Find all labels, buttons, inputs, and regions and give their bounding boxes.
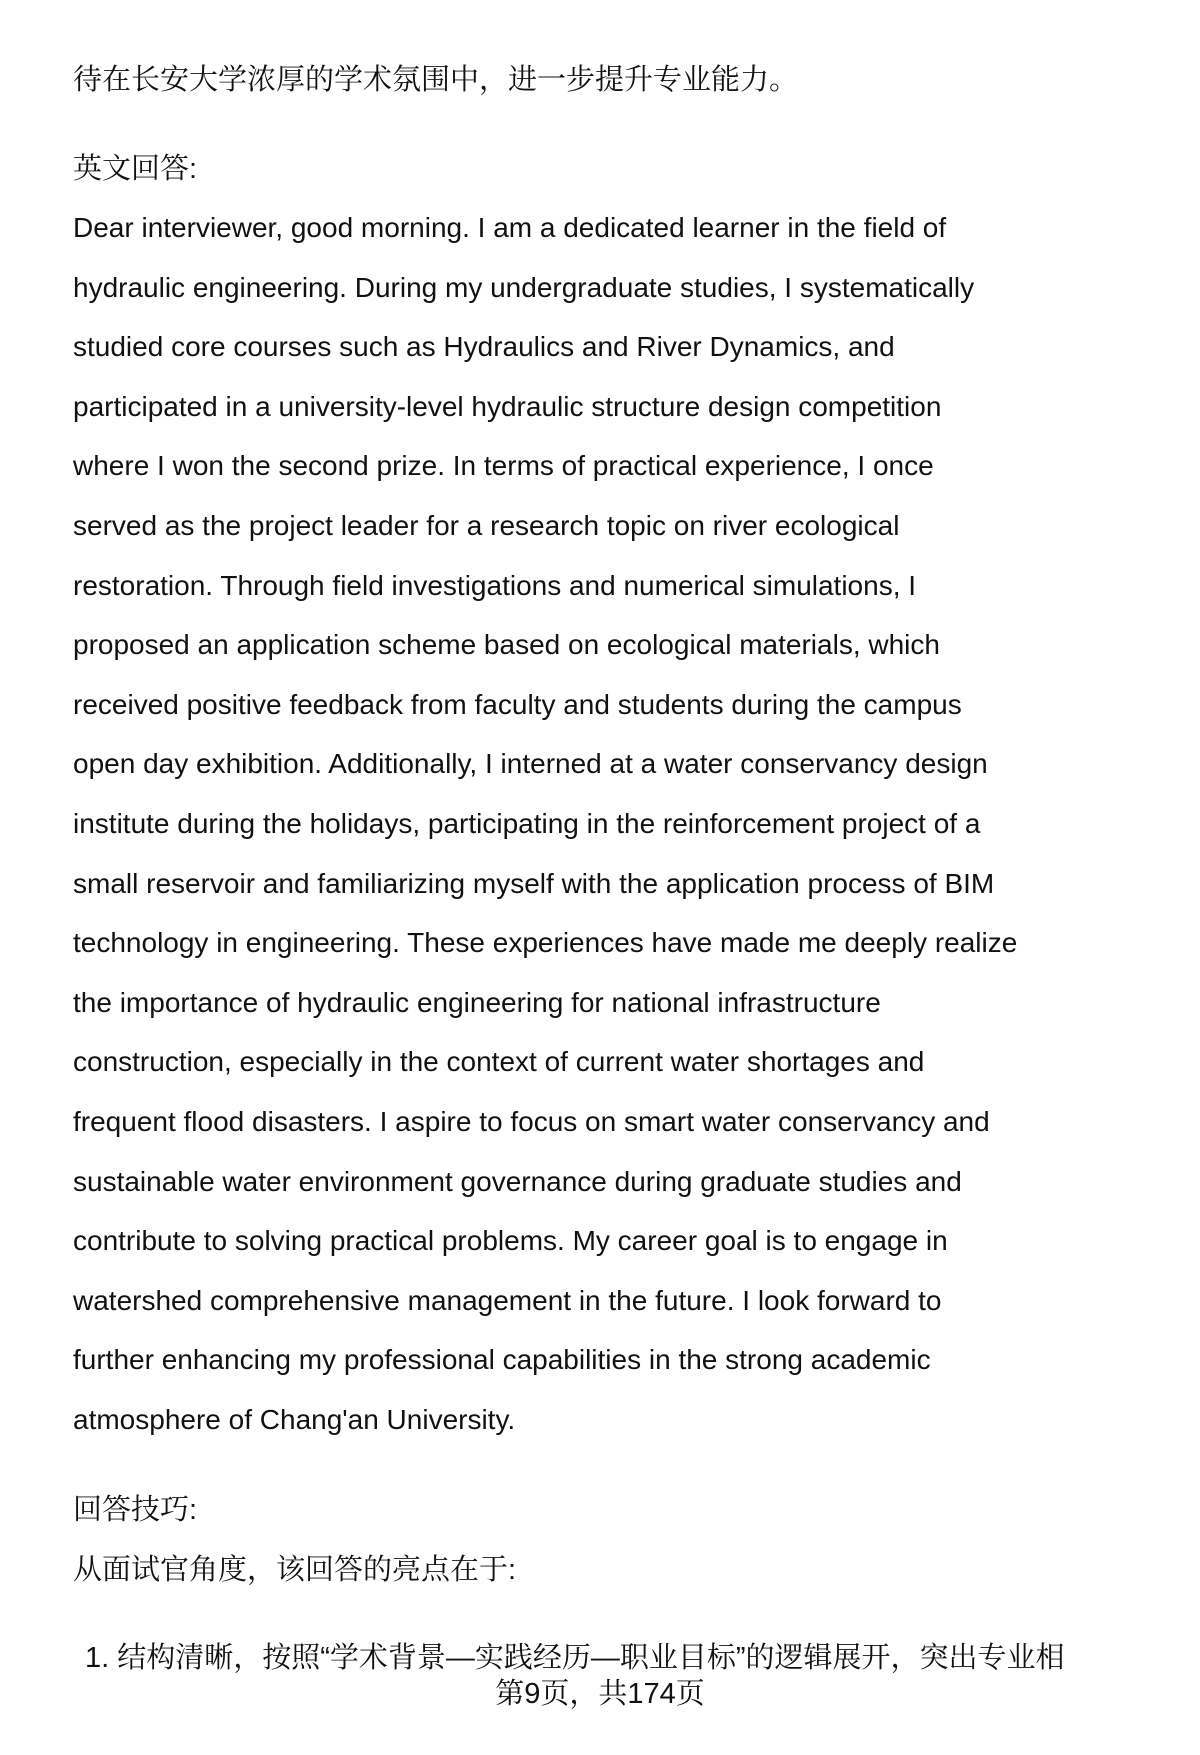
english-answer-line: atmosphere of Chang'an University.: [73, 1404, 516, 1435]
english-answer-line: the importance of hydraulic engineering for national infrastructure: [73, 986, 881, 1018]
english-answer-line: where I won the second prize. In terms of practical experience, I once: [73, 450, 934, 482]
english-answer-line: frequent flood disasters. I aspire to focus on smart water conservancy and: [73, 1106, 990, 1137]
english-answer-line: served as the project leader for a research topic on river ecological: [73, 510, 900, 541]
page-number-footer: 第9页，共174页: [495, 1678, 705, 1710]
english-answer-line: proposed an application scheme based on ecological materials, which: [73, 629, 940, 661]
english-answer-line: small reservoir and familiarizing myself with the application process of BIM: [73, 867, 995, 899]
english-answer-line: restoration. Through field investigations and numerical simulations, I: [73, 569, 917, 601]
english-answer-line: sustainable water environment governance during graduate studies and: [73, 1165, 962, 1197]
english-answer-line: open day exhibition. Additionally, I interned at a water conservancy design: [73, 748, 988, 780]
english-answer-line: watershed comprehensive management in the future. I look forward to: [73, 1284, 942, 1316]
intro-tail-text: 待在长安大学浓厚的学术氛围中，进一步提升专业能力。: [73, 64, 799, 96]
tips-heading: 回答技巧:: [73, 1494, 198, 1526]
english-answer-line: technology in engineering. These experiences have made me deeply realize: [73, 927, 1018, 959]
english-answer-line: further enhancing my professional capabilities in the strong academic: [73, 1344, 931, 1376]
tips-list-item: 1. 结构清晰，按照“学术背景—实践经历—职业目标”的逻辑展开，突出专业相: [85, 1642, 1065, 1674]
tips-intro: 从面试官角度，该回答的亮点在于:: [73, 1554, 517, 1586]
english-answer-line: received positive feedback from faculty and students during the campus: [73, 688, 962, 720]
english-answer-line: Dear interviewer, good morning. I am a dedicated learner in the field of: [73, 212, 947, 243]
english-answer-line: participated in a university-level hydraulic structure design competition: [73, 390, 942, 422]
english-answer-line: hydraulic engineering. During my undergraduate studies, I systematically: [73, 271, 975, 303]
english-answer-line: contribute to solving practical problems. My career goal is to engage in: [73, 1225, 948, 1257]
english-answer-heading: 英文回答:: [73, 153, 198, 185]
english-answer-line: construction, especially in the context of current water shortages and: [73, 1046, 925, 1078]
english-answer-line: studied core courses such as Hydraulics and River Dynamics, and: [73, 331, 895, 363]
english-answer-line: institute during the holidays, participating in the reinforcement project of a: [73, 808, 981, 839]
